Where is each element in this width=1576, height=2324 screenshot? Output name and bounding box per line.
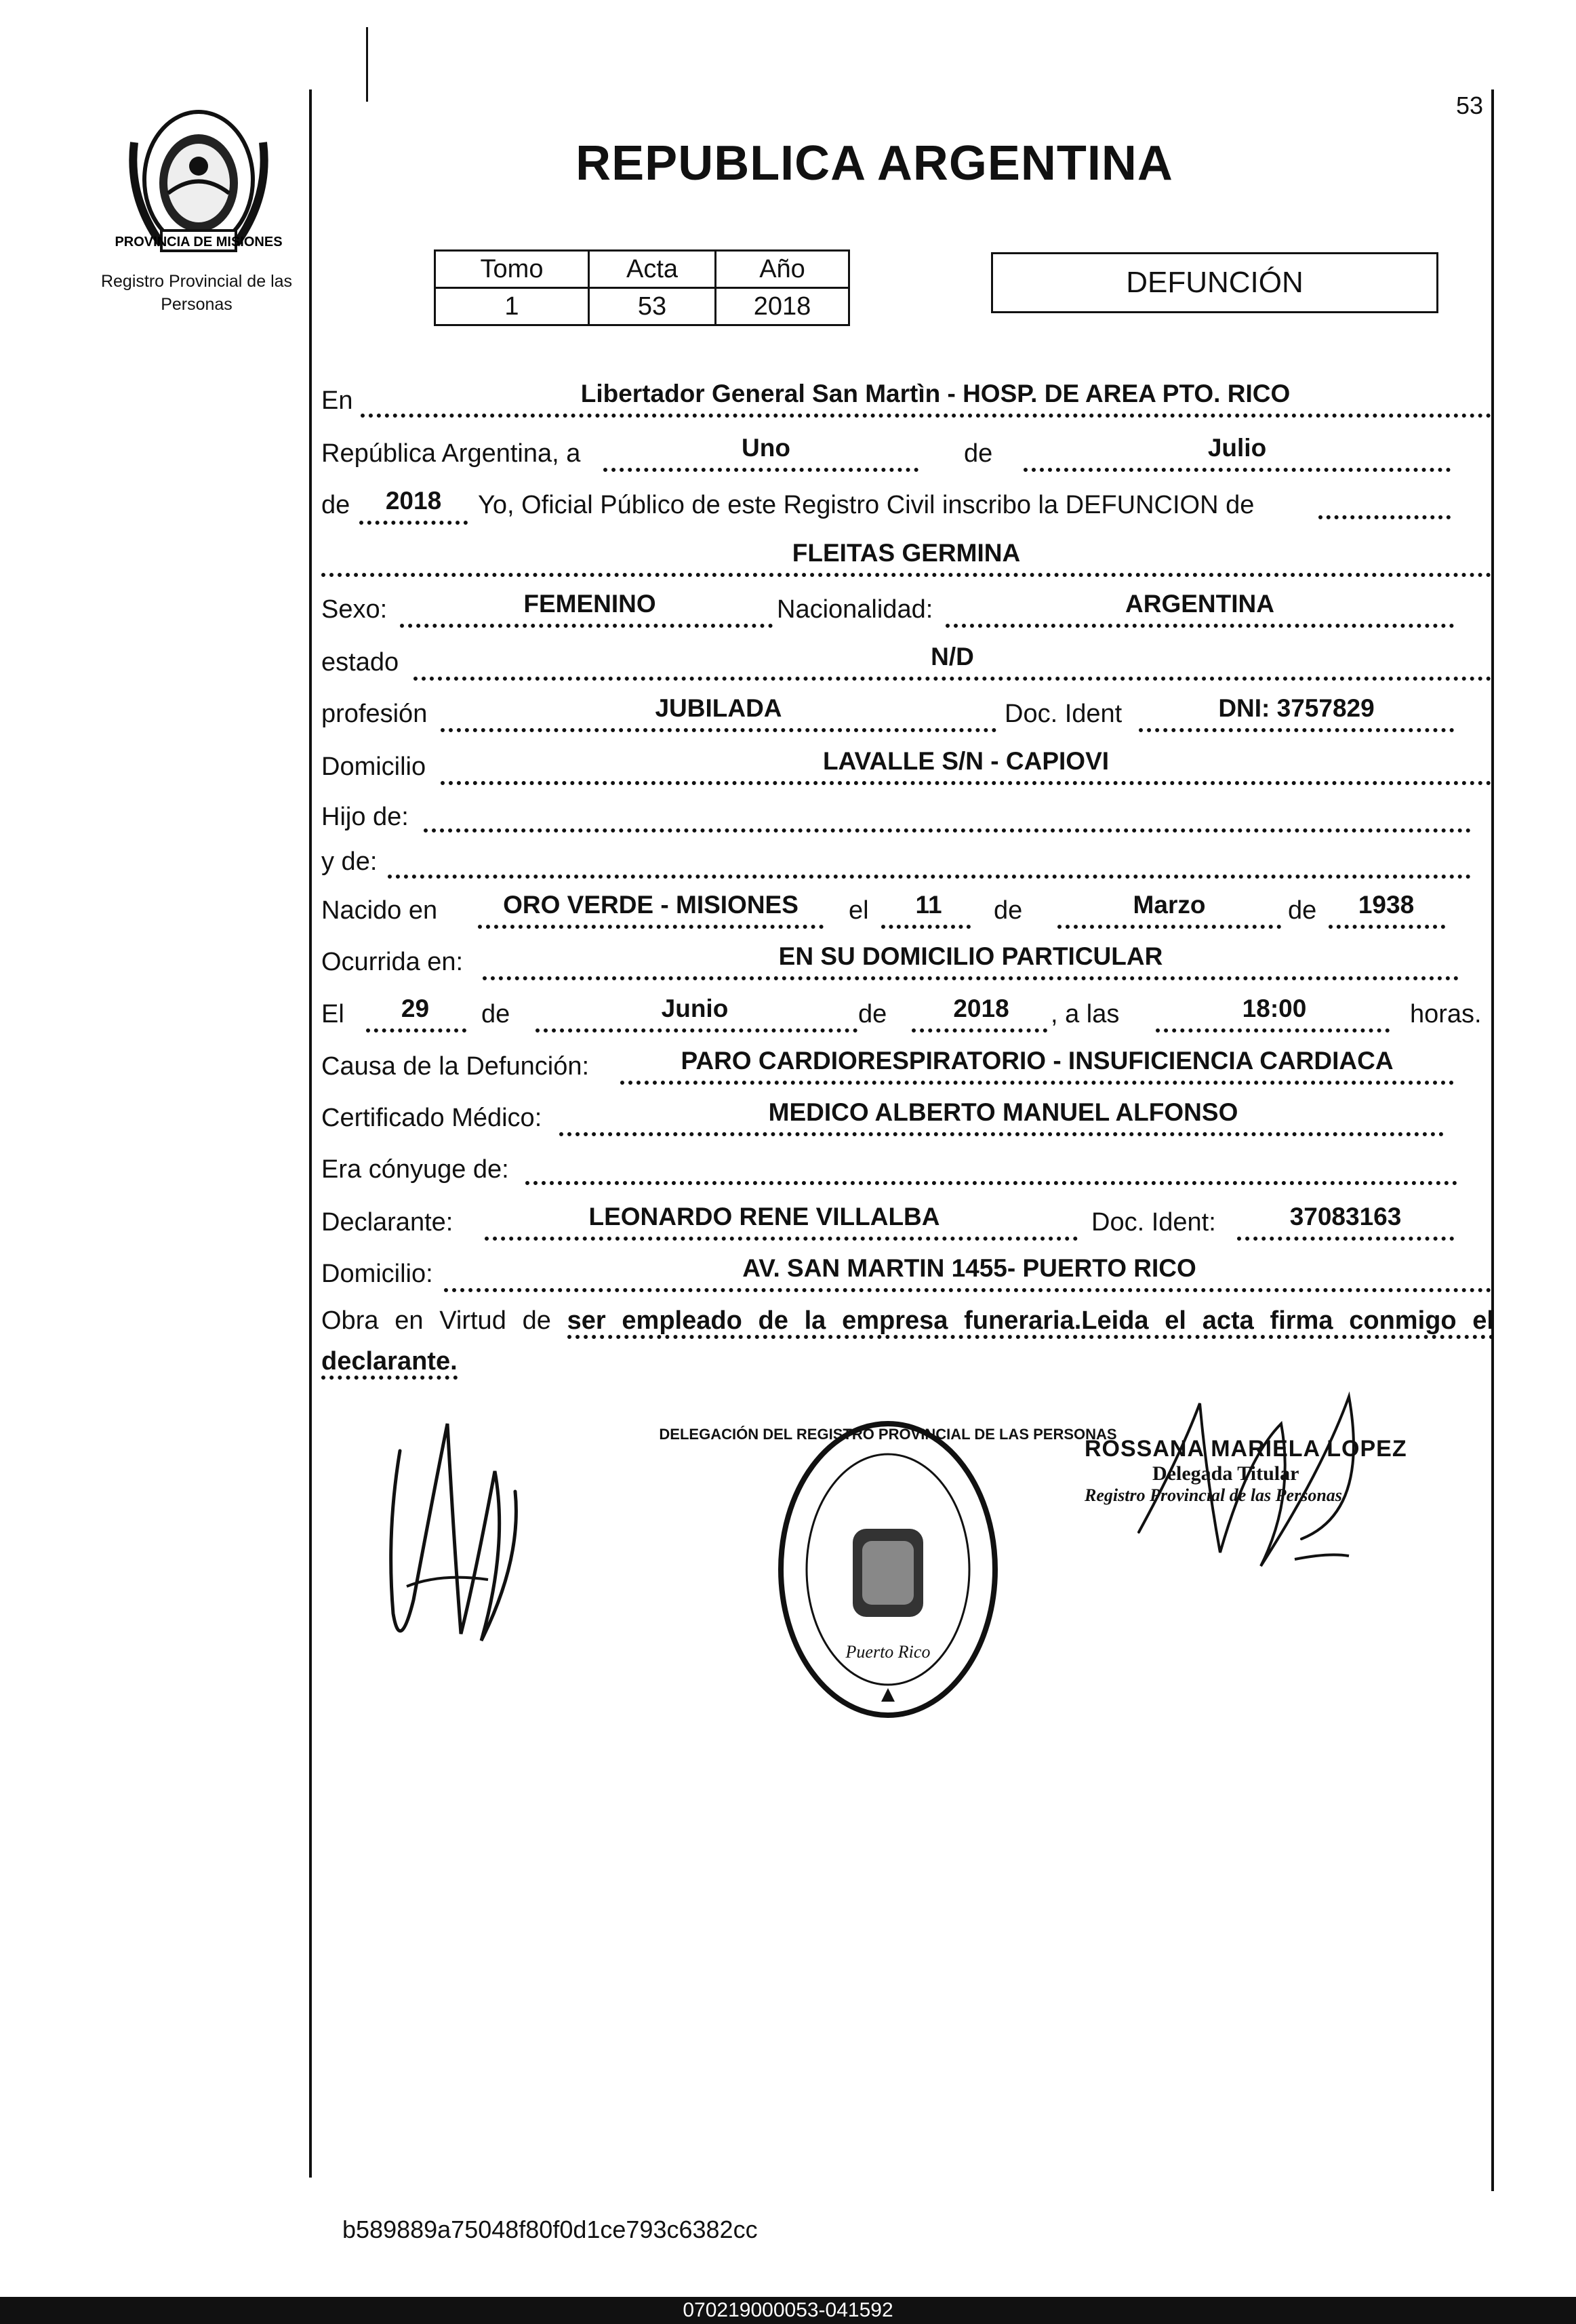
stamp-ring-text: DELEGACIÓN DEL REGISTRO PROVINCIAL DE LAS PERSONAS [659, 1426, 1117, 1443]
record-table [434, 249, 850, 326]
nacionalidad-value: ARGENTINA [1125, 590, 1274, 618]
El-label: El [321, 1000, 344, 1028]
doc-type-box: DEFUNCIÓN [991, 252, 1438, 313]
nacido-mes-value: Marzo [1133, 891, 1206, 919]
obra-text: ser empleado de la empresa funeraria.Leida el acta firma conmigo el declarante. [321, 1306, 1494, 1380]
seal-text: PROVINCIA DE MISIONES [115, 235, 283, 249]
declarante-doc-value: 37083163 [1289, 1203, 1402, 1230]
misiones-seal-logo [115, 102, 283, 258]
hijo-label: Hijo de: [321, 803, 409, 831]
sexo-dotline [400, 624, 773, 628]
declarante-doc-dotline [1237, 1237, 1454, 1241]
ocurrida-label: Ocurrida en: [321, 948, 464, 976]
causa-dotline [620, 1081, 1454, 1085]
conyuge-label: Era cónyuge de: [321, 1155, 509, 1184]
declarant-signature [380, 1410, 549, 1668]
lugar-value: Libertador General San Martìn - HOSP. DE AREA PTO. RICO [580, 380, 1291, 407]
registry-stamp [659, 1414, 1117, 1725]
official-name: ROSSANA MARIELA LOPEZ [1085, 1436, 1407, 1462]
left-border-line [309, 89, 312, 2178]
el-label: el [849, 896, 869, 925]
page-number: 53 [1456, 92, 1484, 119]
registry-label: Registro Provincial de las Personas [100, 272, 293, 314]
obra-label: Obra en Virtud de [321, 1306, 551, 1335]
declarante-value: LEONARDO RENE VILLALBA [588, 1203, 940, 1230]
anio-acta-value: 2018 [385, 487, 442, 515]
doc-ident2-label: Doc. Ident: [1091, 1208, 1216, 1237]
dia-dotline [603, 468, 918, 472]
tomo-value: 1 [435, 288, 589, 325]
nacionalidad-dotline [946, 624, 1454, 628]
document-hash: b589889a75048f80f0d1ce793c6382cc [342, 2216, 758, 2243]
anio-value: 2018 [716, 288, 849, 325]
nacido-lugar-dotline [478, 925, 824, 929]
nacido-mes-dotline [1057, 925, 1281, 929]
de-label-6: de [858, 1000, 887, 1028]
nombre-dotline [321, 573, 1491, 577]
lugar-dotline [361, 414, 1491, 418]
ocurrida-value: EN SU DOMICILIO PARTICULAR [778, 942, 1163, 970]
certificado-value: MEDICO ALBERTO MANUEL ALFONSO [768, 1098, 1238, 1126]
doc-ident-value: DNI: 3757829 [1218, 694, 1375, 722]
profesion-value: JUBILADA [655, 694, 782, 722]
certificado-dotline [559, 1132, 1444, 1136]
sexo-value: FEMENINO [523, 590, 656, 618]
profesion-label: profesión [321, 700, 428, 728]
tomo-header: Tomo [435, 251, 589, 288]
def-mes-value: Junio [661, 995, 729, 1022]
nacionalidad-label: Nacionalidad: [777, 595, 933, 624]
declarante-dotline [485, 1237, 1078, 1241]
declarante-domicilio-dotline [444, 1288, 1491, 1292]
right-border-line [1491, 89, 1494, 2191]
def-mes-dotline [536, 1028, 857, 1033]
def-anio-value: 2018 [953, 995, 1009, 1022]
profesion-dotline [441, 728, 996, 732]
certificado-label: Certificado Médico: [321, 1104, 542, 1132]
sexo-label: Sexo: [321, 595, 388, 624]
page-title: REPUBLICA ARGENTINA [575, 136, 1173, 191]
nacido-anio-value: 1938 [1358, 891, 1415, 919]
nombre-value: FLEITAS GERMINA [792, 539, 1021, 567]
hora-value: 18:00 [1242, 995, 1307, 1022]
domicilio2-label: Domicilio: [321, 1260, 433, 1288]
hijo-dotline [424, 828, 1471, 833]
anio-acta-dotline [359, 521, 468, 525]
anio-header: Año [716, 251, 849, 288]
official-signature [1125, 1376, 1423, 1580]
def-dia-dotline [366, 1028, 466, 1033]
official-role: Delegada Titular [1152, 1462, 1299, 1485]
nacido-label: Nacido en [321, 896, 438, 925]
de-label-4: de [1288, 896, 1317, 925]
en-label: En [321, 386, 353, 415]
domicilio-value: LAVALLE S/N - CAPIOVI [822, 747, 1110, 775]
nacido-dia-dotline [881, 925, 971, 929]
de-label-3: de [994, 896, 1023, 925]
acta-value: 53 [589, 288, 716, 325]
de-label-5: de [481, 1000, 510, 1028]
mes-dotline [1024, 468, 1451, 472]
dia-value: Uno [742, 434, 790, 462]
de-label-2: de [321, 491, 350, 519]
yde-label: y de: [321, 847, 378, 876]
def-dia-value: 29 [401, 995, 430, 1022]
hora-dotline [1156, 1028, 1390, 1033]
barcode-footer: 070219000053-041592 [0, 2297, 1576, 2324]
yo-dotline [1318, 515, 1451, 519]
nacido-lugar-value: ORO VERDE - MISIONES [503, 891, 799, 919]
stamp-inner-text: Puerto Rico [845, 1642, 931, 1662]
yde-dotline [388, 875, 1471, 879]
republica-label: República Argentina, a [321, 439, 581, 468]
yo-text: Yo, Oficial Público de este Registro Civil inscribo la DEFUNCION de [478, 491, 1255, 519]
def-anio-dotline [912, 1028, 1047, 1033]
official-registry: Registro Provincial de las Personas [1085, 1485, 1342, 1505]
declarante-domicilio-value: AV. SAN MARTIN 1455- PUERTO RICO [742, 1254, 1196, 1282]
mes-value: Julio [1207, 434, 1267, 462]
doc-ident-label: Doc. Ident [1005, 700, 1123, 728]
domicilio-label: Domicilio [321, 753, 426, 781]
top-margin-mark [366, 27, 368, 102]
declarante-label: Declarante: [321, 1208, 453, 1237]
acta-header: Acta [589, 251, 716, 288]
doc-ident-dotline [1139, 728, 1454, 732]
ocurrida-dotline [483, 976, 1459, 980]
conyuge-dotline [525, 1181, 1457, 1185]
estado-value: N/D [931, 643, 974, 670]
obra-paragraph [321, 1300, 1494, 1382]
horas-label: horas. [1410, 1000, 1482, 1028]
causa-label: Causa de la Defunción: [321, 1052, 590, 1081]
domicilio-dotline [441, 781, 1491, 785]
de-label-1: de [964, 439, 993, 468]
causa-value: PARO CARDIORESPIRATORIO - INSUFICIENCIA CARDIACA [681, 1047, 1394, 1075]
nacido-dia-value: 11 [915, 891, 942, 919]
estado-label: estado [321, 648, 399, 677]
nacido-anio-dotline [1329, 925, 1445, 929]
alas-label: , a las [1051, 1000, 1120, 1028]
estado-dotline [413, 677, 1491, 681]
